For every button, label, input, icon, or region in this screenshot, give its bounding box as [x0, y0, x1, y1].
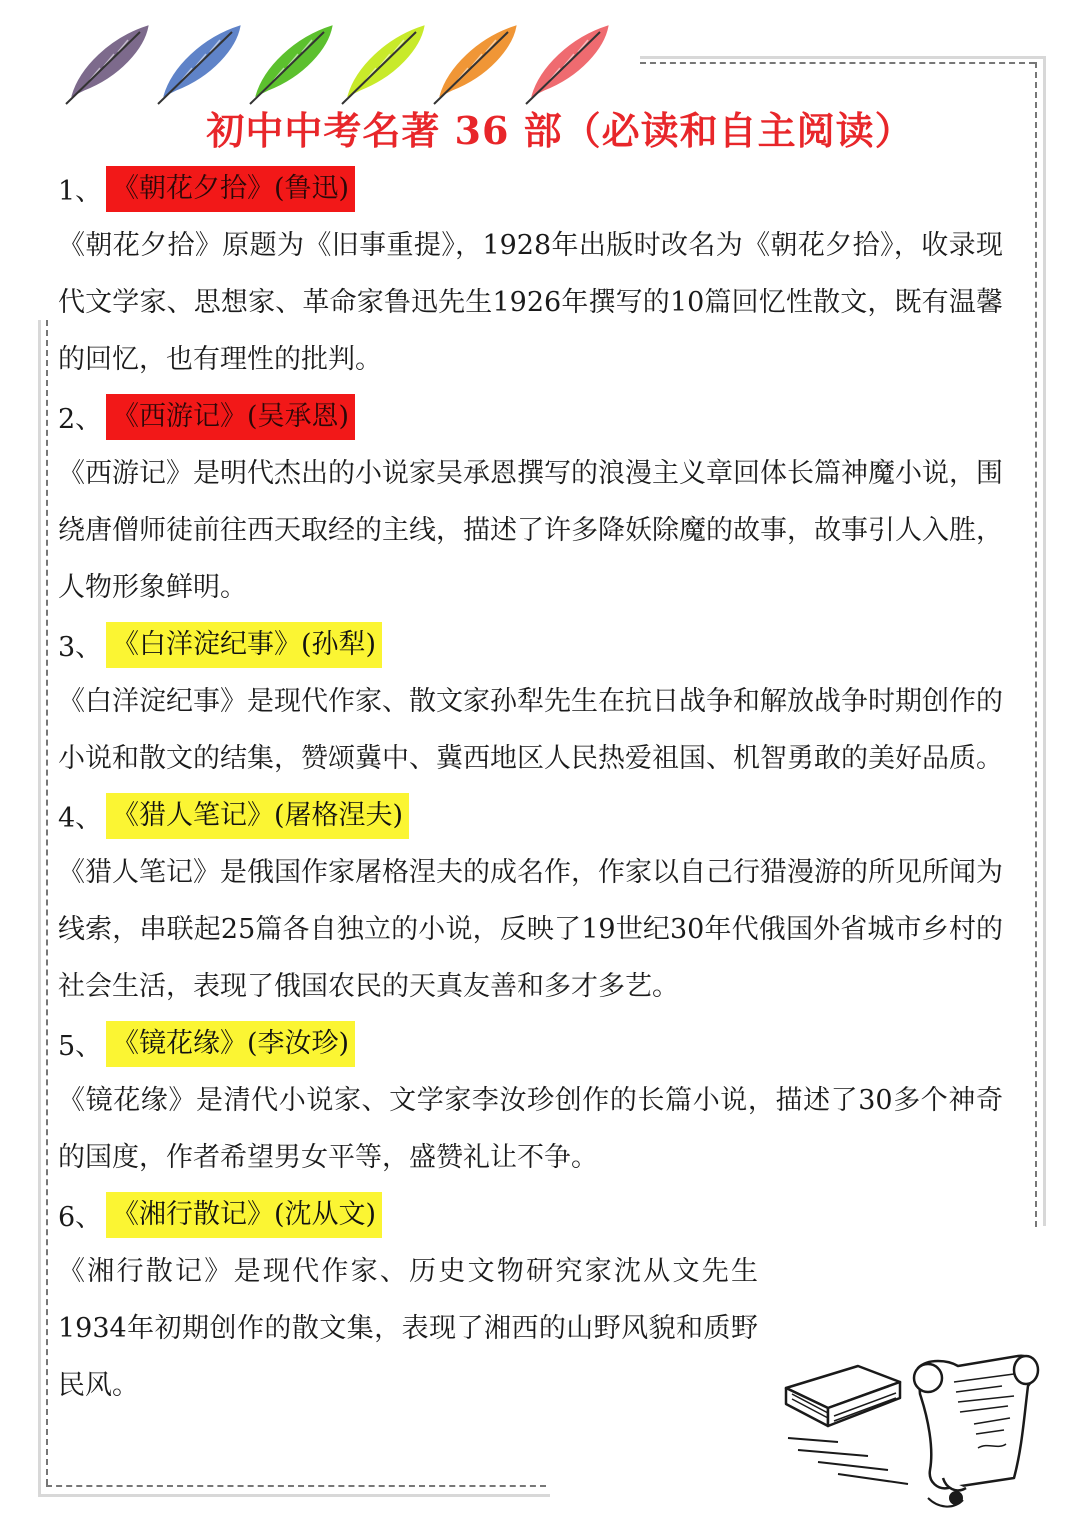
entry-list — [58, 160, 1003, 1414]
entry-2 — [58, 388, 1003, 616]
frame-solid-right — [1043, 56, 1046, 1226]
frame-dashed-right — [1035, 62, 1037, 1227]
pink-feather-icon — [526, 26, 608, 104]
entry-number: 5、 — [58, 1031, 103, 1062]
green-feather-icon — [250, 26, 332, 104]
entry-description: 《猎人笔记》是俄国作家屠格涅夫的成名作，作家以自己行猎漫游的所见所闻为线索，串联起25篇各自独立的小说，反映了19世纪30年代俄国外省城市乡村的社会生活，表现了俄国农民的天真友善和多才多艺。 — [58, 857, 1003, 1002]
entry-header — [58, 787, 1003, 844]
entry-heading: 《猎人笔记》(屠格涅夫) — [106, 793, 409, 839]
entry-header — [58, 160, 1003, 217]
entry-header — [58, 616, 1003, 673]
frame-solid-bottom — [38, 1494, 550, 1497]
entry-5 — [58, 1015, 1003, 1186]
frame-solid-top-right — [640, 56, 1045, 59]
entry-heading: 《朝花夕拾》(鲁迅) — [106, 166, 355, 212]
entry-number: 2、 — [58, 404, 103, 435]
entry-1 — [58, 160, 1003, 388]
frame-solid-left — [38, 320, 41, 1495]
entry-heading: 《西游记》(吴承恩) — [106, 394, 355, 440]
entry-description: 《白洋淀纪事》是现代作家、散文家孙犁先生在抗日战争和解放战争时期创作的小说和散文的结集，赞颂冀中、冀西地区人民热爱祖国、机智勇敢的美好品质。 — [58, 686, 1003, 774]
entry-3 — [58, 616, 1003, 787]
entry-heading: 《白洋淀纪事》(孙犁) — [106, 622, 382, 668]
entry-number: 3、 — [58, 632, 103, 663]
entry-heading: 《湘行散记》(沈从文) — [106, 1192, 382, 1238]
feathers-row — [60, 18, 620, 108]
book-and-scroll-icon — [778, 1338, 1050, 1513]
entry-number: 4、 — [58, 803, 103, 834]
entry-4 — [58, 787, 1003, 1015]
purple-feather-icon — [66, 26, 148, 104]
page-title: 初中中考名著 36 部（必读和自主阅读） — [206, 108, 914, 153]
entry-number: 1、 — [58, 176, 103, 207]
orange-feather-icon — [434, 26, 516, 104]
entry-header — [58, 388, 1003, 445]
frame-dashed-bottom — [46, 1485, 546, 1487]
entry-description: 《朝花夕拾》原题为《旧事重提》，1928年出版时改名为《朝花夕拾》，收录现代文学家、思想家、革命家鲁迅先生1926年撰写的10篇回忆性散文，既有温馨的回忆，也有理性的批判。 — [58, 230, 1003, 375]
entry-heading: 《镜花缘》(李汝珍) — [106, 1021, 355, 1067]
entry-number: 6、 — [58, 1202, 103, 1233]
blue-feather-icon — [158, 26, 240, 104]
entry-description: 《镜花缘》是清代小说家、文学家李汝珍创作的长篇小说，描述了30多个神奇的国度，作者希望男女平等，盛赞礼让不争。 — [58, 1085, 1003, 1173]
entry-header — [58, 1015, 1003, 1072]
entry-description: 《西游记》是明代杰出的小说家吴承恩撰写的浪漫主义章回体长篇神魔小说，围绕唐僧师徒前往西天取经的主线，描述了许多降妖除魔的故事，故事引人入胜，人物形象鲜明。 — [58, 458, 1003, 603]
entry-description: 《湘行散记》是现代作家、历史文物研究家沈从文先生1934年初期创作的散文集，表现了湘西的山野风貌和质野民风。 — [58, 1256, 758, 1401]
frame-dashed-top — [640, 62, 1035, 64]
lime-feather-icon — [342, 26, 424, 104]
frame-dashed-left — [46, 320, 48, 1485]
entry-header — [58, 1186, 1003, 1243]
